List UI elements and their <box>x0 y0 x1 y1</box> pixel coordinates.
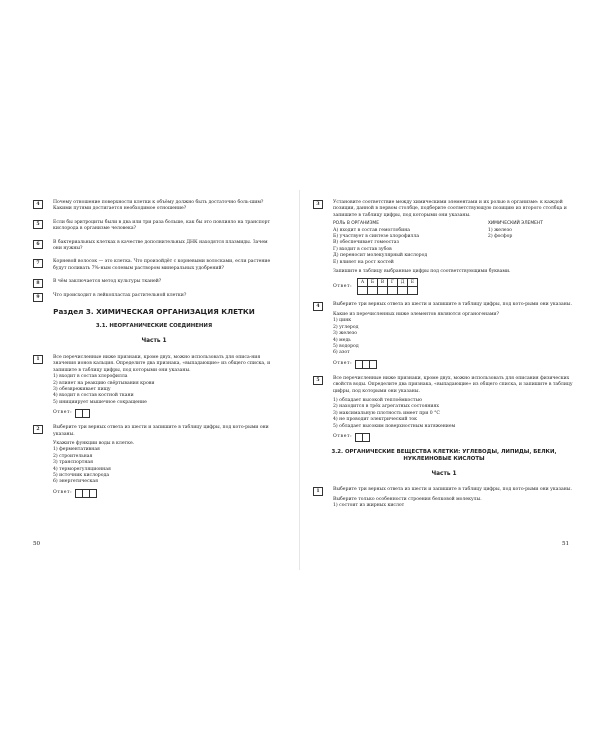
answer-row <box>333 360 575 369</box>
question-1-left <box>33 355 275 418</box>
option: 4) входит в состав костной ткани <box>53 393 134 399</box>
matching-columns <box>333 221 575 266</box>
right-column <box>313 200 575 517</box>
question-4-left <box>33 200 275 213</box>
option: 4) терморегуляционная <box>53 466 111 472</box>
option: Г) входит в состав зубов <box>333 246 392 252</box>
question-number: 5 <box>313 376 323 385</box>
question-text: Корневой волосок — это клетка. Что произойдёт с корневыми волосками, если растение будут поливать 7%-ным солевым раствором минеральных удобрений? <box>53 259 271 271</box>
page-number: 50 <box>33 541 41 547</box>
option: 1) ферментативная <box>53 447 100 453</box>
answer-cell[interactable] <box>378 287 388 295</box>
question-number: 7 <box>33 259 43 268</box>
option: 5) инициирует мышечное сокращение <box>53 399 147 405</box>
answer-cell[interactable] <box>398 287 408 295</box>
table-letter: Г <box>388 279 398 287</box>
answer-label: Ответ: <box>333 434 353 440</box>
option: 2) находится в трёх агрегатных состояниях <box>333 404 439 410</box>
question-9-left <box>33 293 275 299</box>
option: 5) водород <box>333 343 359 349</box>
option: 3) транспортная <box>53 460 94 466</box>
option: 1) железо <box>487 227 512 233</box>
answer-label: Ответ: <box>333 361 353 367</box>
table-letter: В <box>378 279 388 287</box>
question-text: Выберите три верных ответа из шести и запишите в таблицу цифры, под кото-рыми они указаны. <box>333 302 572 308</box>
column-header: РОЛЬ В ОРГАНИЗМЕ <box>333 221 379 227</box>
answer-cell[interactable] <box>388 287 398 295</box>
option: 6) энергетическая <box>53 479 99 485</box>
option: 4) не проводит электрический ток <box>333 417 418 423</box>
question-1-right <box>313 487 575 509</box>
question-number: 8 <box>33 279 43 288</box>
question-number: 1 <box>33 355 43 364</box>
question-prompt: Какие из перечисленных ниже элементов являются органогенами? <box>333 311 499 317</box>
question-number: 4 <box>313 302 323 311</box>
question-text: Все перечисленные ниже признаки, кроме двух, можно использовать для описания физических свойств воды. Определите два признака, «выпадающие» из общего списка, и запишите в таблицу цифры, под которыми они указаны. <box>333 375 573 394</box>
question-prompt: Выберите только особенности строения белковой молекулы. <box>333 496 482 502</box>
question-text: В бактериальных клетках в качестве дополнительных ДНК находятся плазмиды. Зачем они нужны? <box>53 239 268 252</box>
question-text: Выберите три верных ответа из шести и запишите в таблицу цифры, под кото-рыми они указаны. <box>53 425 269 437</box>
answer-row <box>53 489 275 498</box>
option: 3) обезвреживает пищу <box>53 386 111 392</box>
table-letter: Е <box>408 279 418 287</box>
subsection-title: 3.2. ОРГАНИЧЕСКИЕ ВЕЩЕСТВА КЛЕТКИ: УГЛЕВОДЫ, ЛИПИДЫ, БЕЛКИ, НУКЛЕИНОВЫЕ КИСЛОТЫ <box>331 448 557 462</box>
question-4-right <box>313 302 575 368</box>
answer-row <box>53 409 275 418</box>
option: 2) влияет на реакцию свёртывания крови <box>53 380 155 386</box>
question-number: 6 <box>33 240 43 249</box>
answer-label: Ответ: <box>53 490 73 496</box>
answer-label: Ответ: <box>53 410 73 416</box>
answer-label: Ответ: <box>333 283 353 289</box>
table-letter: А <box>358 279 368 287</box>
right-page <box>300 0 600 750</box>
answer-box[interactable] <box>362 433 370 442</box>
page-number: 51 <box>562 541 570 547</box>
matching-column-left <box>333 221 483 266</box>
table-letter: Д <box>398 279 408 287</box>
option: 3) максимальную плотность имеет при 0 °С <box>333 410 440 416</box>
option: 6) азот <box>333 350 350 356</box>
question-number: 2 <box>33 425 43 434</box>
option: 3) железо <box>333 331 358 337</box>
answer-table <box>357 278 418 295</box>
part-title: Часть 1 <box>431 470 457 477</box>
answer-box[interactable] <box>89 489 97 498</box>
option: 1) входит в состав хлорофилла <box>53 374 128 380</box>
section-title: Раздел 3. ХИМИЧЕСКАЯ ОРГАНИЗАЦИЯ КЛЕТКИ <box>53 307 255 317</box>
question-text: Почему отношение поверхности клетки к объёму должно быть достаточно боль-шим? Какими путями достигается необходимое отношение? <box>53 200 264 212</box>
subsection-title: 3.1. НЕОРГАНИЧЕСКИЕ СОЕДИНЕНИЯ <box>95 323 213 330</box>
question-text: В чём заключается метод культуры тканей? <box>53 279 162 285</box>
option: Е) влияет на рост костей <box>333 259 394 265</box>
question-number: 4 <box>33 200 43 209</box>
table-prompt: Запишите в таблицу выбранные цифры под соответствующими буквами. <box>333 269 511 275</box>
question-number: 3 <box>313 200 323 209</box>
option: Б) участвует в синтезе хлорофилла <box>333 234 420 240</box>
question-text: Что происходит в лейкопластах растительной клетки? <box>53 292 187 298</box>
question-text: Если бы эритроциты были в два или три раза больше, как бы это повлияло на транспорт кислорода в организме человека? <box>53 219 271 232</box>
question-number: 9 <box>33 293 43 302</box>
question-text: Выберите три верных ответа из шести и запишите в таблицу цифры, под кото-рыми они указаны. <box>333 487 572 493</box>
option: 1) обладает высокой теплоёмкостью <box>333 397 422 403</box>
question-5-left <box>33 220 275 233</box>
question-number: 5 <box>33 220 43 229</box>
answer-cell[interactable] <box>408 287 418 295</box>
question-6-left <box>33 240 275 253</box>
question-8-left <box>33 279 275 285</box>
option: 2) углерод <box>333 324 359 330</box>
answer-box[interactable] <box>82 409 90 418</box>
option: 1) состоит из жирных кислот <box>333 503 405 509</box>
question-text: Установите соответствие между химическими элементами и их ролью в организме: к каждой позиции, данной в первом столбце, подберите соответствующую позицию из второго столбца и запишите в таблицу цифры, под которыми они указаны. <box>333 200 567 218</box>
question-7-left <box>33 259 275 272</box>
answer-box[interactable] <box>369 360 377 369</box>
option: А) входит в состав гемоглобина <box>333 227 411 233</box>
option: 4) медь <box>333 337 351 343</box>
option: 2) строительная <box>53 453 93 459</box>
option: Д) переносит молекулярный кислород <box>333 253 428 259</box>
column-header: ХИМИЧЕСКИЙ ЭЛЕМЕНТ <box>487 221 543 227</box>
option: 5) обладает высоким поверхностным натяжением <box>333 423 456 429</box>
answer-cell[interactable] <box>368 287 378 295</box>
question-2-left <box>33 425 275 498</box>
answer-row <box>333 433 575 442</box>
matching-column-right <box>488 221 575 266</box>
question-text: Все перечисленные ниже признаки, кроме двух, можно использовать для описа-ния значения ионов кальция. Определите два признака, «выпадающие» из общего списка, и запишите в таблицу цифры, под которыми они указаны. <box>53 354 271 373</box>
option: 5) источник кислорода <box>53 472 110 478</box>
question-prompt: Укажите функции воды в клетке. <box>53 440 135 446</box>
question-3-right <box>313 200 575 295</box>
option: 2) фосфор <box>487 234 513 240</box>
part-title: Часть 1 <box>141 338 167 345</box>
option: В) обеспечивает гомеостаз <box>333 240 399 246</box>
question-5-right <box>313 376 575 442</box>
option: 1) цинк <box>333 318 352 324</box>
answer-row <box>333 278 575 295</box>
left-column <box>33 200 275 505</box>
answer-cell[interactable] <box>358 287 368 295</box>
question-number: 1 <box>313 487 323 496</box>
table-letter: Б <box>368 279 378 287</box>
